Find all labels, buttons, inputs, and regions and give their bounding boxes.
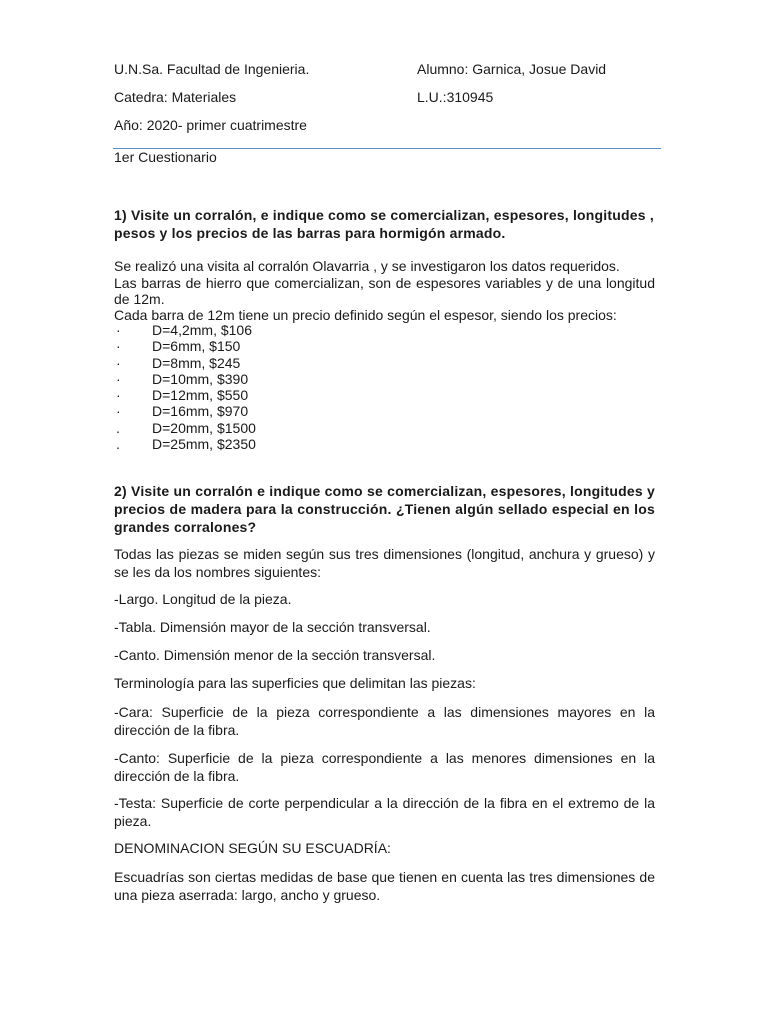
- bullet: ·: [116, 322, 121, 338]
- question-2-canto-superficie: -Canto: Superficie de la pieza correspondiente a las menores dimensiones en la dirección de la fibra.: [114, 750, 655, 784]
- price-item: [114, 338, 414, 354]
- price-item: [114, 403, 414, 419]
- price-item: [114, 371, 414, 387]
- question-2-cara: -Cara: Superficie de la pieza correspondiente a las dimensiones mayores en la dirección de la fibra.: [114, 704, 655, 738]
- bullet: .: [116, 436, 120, 453]
- year-label: Año: 2020- primer cuatrimestre: [114, 117, 307, 133]
- price-list: [114, 322, 414, 452]
- document-title: 1er Cuestionario: [114, 149, 217, 165]
- price-item-text: D=25mm, $2350: [152, 436, 256, 453]
- price-item-text: D=12mm, $550: [152, 387, 249, 404]
- question-2-testa: -Testa: Superficie de corte perpendicular a la dirección de la fibra en el extremo de la pieza.: [114, 795, 655, 829]
- student-label: Alumno: Garnica, Josue David: [417, 61, 607, 77]
- price-item-text: D=10mm, $390: [152, 370, 249, 387]
- question-1-paragraph-prices-intro: Cada barra de 12m tiene un precio definido según el espesor, siendo los precios:: [114, 307, 617, 323]
- price-item-text: D=4,2mm, $106: [152, 322, 252, 338]
- bullet: ·: [116, 387, 121, 404]
- question-2-denominacion-heading: DENOMINACION SEGÚN SU ESCUADRÍA:: [114, 840, 391, 856]
- price-item-text: D=16mm, $970: [152, 403, 249, 420]
- question-2-terminologia: Terminología para las superficies que delimitan las piezas:: [114, 675, 476, 691]
- question-2-escuadrias: Escuadrías son ciertas medidas de base que tienen en cuenta las tres dimensiones de una pieza aserrada: largo, ancho y grueso.: [114, 869, 655, 903]
- bullet: ·: [116, 403, 121, 420]
- course-label: Catedra: Materiales: [114, 89, 237, 105]
- price-item-text: D=20mm, $1500: [152, 419, 256, 436]
- price-item: [114, 436, 414, 452]
- price-item-text: D=6mm, $150: [152, 338, 241, 355]
- price-item: [114, 322, 414, 338]
- question-2-canto-dimension: -Canto. Dimensión menor de la sección transversal.: [114, 647, 436, 663]
- question-2-title: 2) Visite un corralón e indique como se comercializan, espesores, longitudes y precios de madera para la construcción. ¿Tienen algún sellado especial en los grandes corralones?: [114, 483, 655, 535]
- bullet: ·: [116, 338, 121, 355]
- bullet: ·: [116, 370, 121, 387]
- question-2-intro: Todas las piezas se miden según sus tres dimensiones (longitud, anchura y grueso) y se les da los nombres siguientes:: [114, 546, 655, 580]
- bullet: ·: [116, 354, 121, 371]
- price-item-text: D=8mm, $245: [152, 354, 241, 371]
- price-item: [114, 355, 414, 371]
- bullet: .: [116, 419, 120, 436]
- price-item: [114, 387, 414, 403]
- question-2-tabla: -Tabla. Dimensión mayor de la sección transversal.: [114, 619, 431, 635]
- price-item: [114, 420, 414, 436]
- question-2-largo: -Largo. Longitud de la pieza.: [114, 591, 292, 607]
- question-1-paragraph-visit: Se realizó una visita al corralón Olavarria , y se investigaron los datos requeridos.: [114, 258, 620, 274]
- question-1-title: 1) Visite un corralón, e indique como se comercializan, espesores, longitudes , pesos y los precios de las barras para hormigón armado.: [114, 207, 654, 241]
- institution-label: U.N.Sa. Facultad de Ingenieria.: [114, 61, 310, 77]
- question-1-paragraph-bars: Las barras de hierro que comercializan, son de espesores variables y de una longitud de 12m.: [114, 274, 655, 307]
- lu-label: L.U.:310945: [417, 89, 494, 105]
